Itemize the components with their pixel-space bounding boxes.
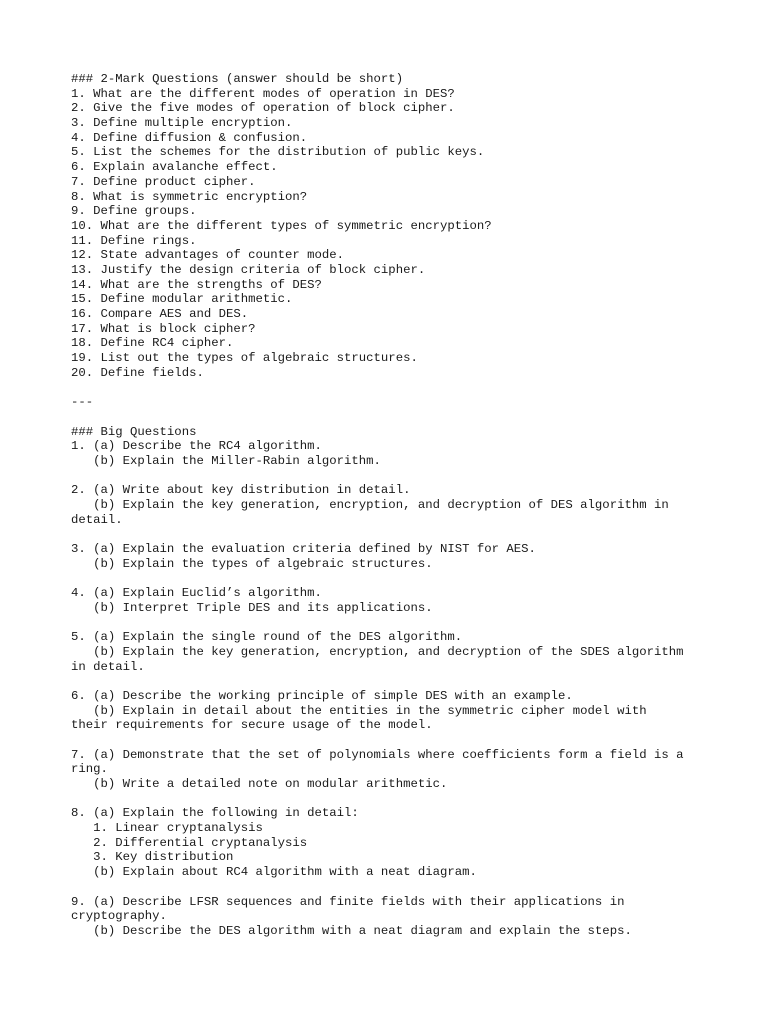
big-question-4a: 4. (a) Explain Euclid’s algorithm. xyxy=(71,586,322,601)
big-question-8b: (b) Explain about RC4 algorithm with a neat diagram. xyxy=(71,865,477,880)
blank-line xyxy=(71,674,711,689)
big-question-5a: 5. (a) Explain the single round of the DES algorithm. xyxy=(71,630,463,645)
short-question-11: 11. Define rings. xyxy=(71,233,197,248)
big-question-5b-line1: (b) Explain the key generation, encryption, and decryption of the SDES algorithm xyxy=(71,644,684,659)
short-question-19: 19. List out the types of algebraic structures. xyxy=(71,351,418,366)
short-question-1: 1. What are the different modes of operation in DES? xyxy=(71,86,455,101)
big-question-3a: 3. (a) Explain the evaluation criteria defined by NIST for AES. xyxy=(71,542,536,556)
section-separator: --- xyxy=(71,395,94,410)
short-question-7: 7. Define product cipher. xyxy=(71,174,256,189)
short-question-18: 18. Define RC4 cipher. xyxy=(71,336,234,351)
short-question-16: 16. Compare AES and DES. xyxy=(71,307,249,321)
short-question-17: 17. What is block cipher? xyxy=(71,321,256,336)
big-question-4b: (b) Interpret Triple DES and its applications. xyxy=(71,600,433,615)
big-question-7a-line1: 7. (a) Demonstrate that the set of polynomials where coefficients form a field is a xyxy=(71,747,684,762)
short-question-12: 12. State advantages of counter mode. xyxy=(71,248,345,263)
big-question-5b-line2: in detail. xyxy=(71,659,145,674)
big-question-8a-item-3: 3. Key distribution xyxy=(71,850,234,865)
big-question-3b: (b) Explain the types of algebraic structures. xyxy=(71,556,433,571)
big-question-7b: (b) Write a detailed note on modular arithmetic. xyxy=(71,777,448,791)
short-question-9: 9. Define groups. xyxy=(71,204,197,219)
short-questions-heading: ### 2-Mark Questions (answer should be short) xyxy=(71,72,404,86)
short-question-5: 5. List the schemes for the distribution of public keys. xyxy=(71,145,485,160)
big-question-1b: (b) Explain the Miller-Rabin algorithm. xyxy=(71,453,381,468)
short-question-2: 2. Give the five modes of operation of block cipher. xyxy=(71,101,455,116)
big-question-6b-line1: (b) Explain in detail about the entities in the symmetric cipher model with xyxy=(71,703,647,718)
blank-line xyxy=(71,469,711,484)
blank-line xyxy=(71,571,711,586)
big-question-8a: 8. (a) Explain the following in detail: xyxy=(71,806,359,821)
short-question-3: 3. Define multiple encryption. xyxy=(71,116,293,131)
big-question-1a: 1. (a) Describe the RC4 algorithm. xyxy=(71,439,322,454)
short-question-20: 20. Define fields. xyxy=(71,365,204,380)
big-question-8a-item-1: 1. Linear cryptanalysis xyxy=(71,821,263,836)
big-question-2b-line2: detail. xyxy=(71,512,123,527)
short-question-10: 10. What are the different types of symmetric encryption? xyxy=(71,218,492,233)
blank-line xyxy=(71,733,711,748)
short-question-6: 6. Explain avalanche effect. xyxy=(71,160,278,175)
big-question-2a: 2. (a) Write about key distribution in detail. xyxy=(71,483,411,498)
blank-line xyxy=(71,615,711,630)
big-question-9b: (b) Describe the DES algorithm with a neat diagram and explain the steps. xyxy=(71,923,632,938)
short-question-14: 14. What are the strengths of DES? xyxy=(71,277,322,292)
big-question-7a-line2: ring. xyxy=(71,762,108,777)
big-question-9a-line1: 9. (a) Describe LFSR sequences and finite fields with their applications in xyxy=(71,894,625,909)
big-question-9a-line2: cryptography. xyxy=(71,909,167,924)
big-questions-heading: ### Big Questions xyxy=(71,424,197,439)
short-question-8: 8. What is symmetric encryption? xyxy=(71,189,308,204)
short-question-15: 15. Define modular arithmetic. xyxy=(71,292,293,307)
document-page xyxy=(71,72,711,939)
short-question-4: 4. Define diffusion & confusion. xyxy=(71,130,308,145)
big-question-6a: 6. (a) Describe the working principle of simple DES with an example. xyxy=(71,688,573,703)
big-question-2b-line1: (b) Explain the key generation, encryption, and decryption of DES algorithm in xyxy=(71,497,669,512)
blank-line xyxy=(71,792,711,807)
blank-line xyxy=(71,380,711,395)
blank-line xyxy=(71,410,711,425)
blank-line xyxy=(71,880,711,895)
blank-line xyxy=(71,527,711,542)
big-question-8a-item-2: 2. Differential cryptanalysis xyxy=(71,835,308,850)
big-question-6b-line2: their requirements for secure usage of the model. xyxy=(71,718,433,733)
short-question-13: 13. Justify the design criteria of block cipher. xyxy=(71,262,426,277)
